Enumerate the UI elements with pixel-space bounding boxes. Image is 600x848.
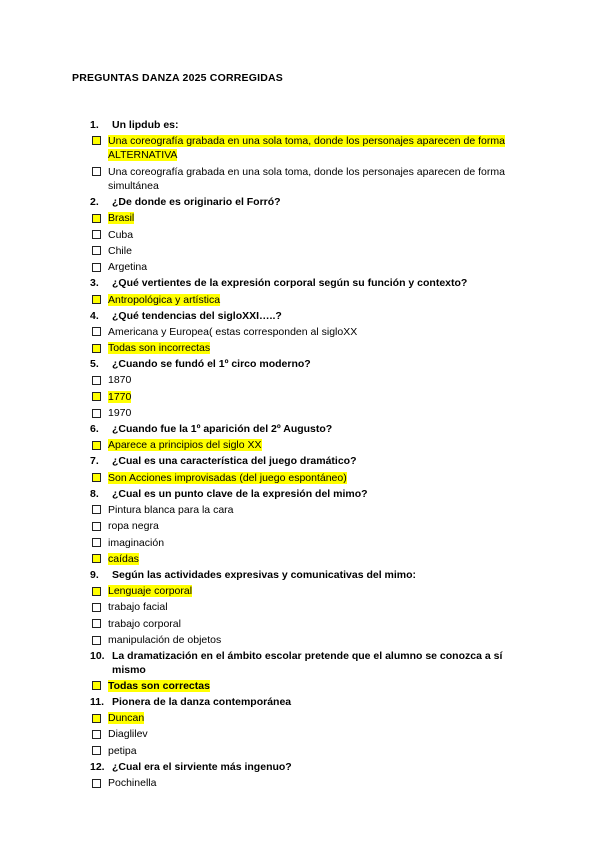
option-text-wrap	[108, 341, 535, 356]
question-number: 8.	[90, 487, 99, 500]
option-text: Brasil	[108, 212, 135, 225]
option-text-wrap	[108, 228, 535, 243]
option-text: Pintura blanca para la cara	[108, 503, 234, 516]
question-text: ¿Cual es una característica del juego dramático?	[112, 455, 357, 468]
option-text: trabajo corporal	[108, 617, 181, 630]
option-text-wrap	[108, 260, 535, 275]
answer-option	[90, 325, 535, 340]
option-text: ropa negra	[108, 520, 159, 533]
question-list	[90, 116, 535, 791]
question-title	[90, 196, 535, 210]
question-text: ¿Cual era el sirviente más ingenuo?	[112, 760, 292, 773]
checkbox-icon	[92, 603, 101, 612]
checkbox-icon	[92, 167, 101, 176]
question-number: 9.	[90, 568, 99, 581]
option-text-wrap	[108, 519, 535, 534]
question-text: ¿De donde es originario el Forró?	[112, 196, 281, 209]
option-text: Aparece a principios del siglo XX	[108, 439, 262, 452]
answer-option-correct	[90, 134, 535, 163]
checkbox-icon	[92, 263, 101, 272]
question-title	[90, 277, 535, 291]
question-number: 5.	[90, 358, 99, 371]
checkbox-icon	[92, 214, 101, 223]
question-number: 12.	[90, 760, 105, 773]
question-text: La dramatización en el ámbito escolar pretende que el alumno se conozca a sí mismo	[112, 650, 503, 676]
answer-option	[90, 228, 535, 243]
answer-option	[90, 536, 535, 551]
option-text-wrap	[108, 633, 535, 648]
question-number: 6.	[90, 423, 99, 436]
checkbox-icon	[92, 392, 101, 401]
checkbox-icon	[92, 538, 101, 547]
answer-option	[90, 406, 535, 421]
option-text-wrap	[108, 134, 535, 163]
option-text-wrap	[108, 244, 535, 259]
checkbox-icon	[92, 505, 101, 514]
question-title	[90, 488, 535, 502]
answer-option-correct	[90, 679, 535, 694]
checkbox-icon	[92, 587, 101, 596]
option-text: 1970	[108, 407, 132, 420]
checkbox-icon	[92, 295, 101, 304]
question-text: Un lipdub es:	[112, 118, 179, 131]
option-text-wrap	[108, 617, 535, 632]
answer-option-correct	[90, 471, 535, 486]
answer-option	[90, 617, 535, 632]
question-number: 11.	[90, 695, 105, 708]
question-number: 4.	[90, 309, 99, 322]
option-text-wrap	[108, 438, 535, 453]
option-text: Duncan	[108, 712, 145, 725]
option-text-wrap	[108, 165, 535, 194]
checkbox-icon	[92, 714, 101, 723]
option-text: Chile	[108, 244, 132, 257]
option-text: Antropológica y artística	[108, 293, 221, 306]
answer-option	[90, 776, 535, 791]
option-text: Argetina	[108, 261, 148, 274]
answer-option	[90, 244, 535, 259]
checkbox-icon	[92, 230, 101, 239]
question-title	[90, 310, 535, 324]
option-text-wrap	[108, 536, 535, 551]
checkbox-icon	[92, 636, 101, 645]
checkbox-icon	[92, 554, 101, 563]
question-title	[90, 696, 535, 710]
option-text: imaginación	[108, 536, 165, 549]
question-title	[90, 119, 535, 133]
option-text-wrap	[108, 503, 535, 518]
option-text: 1870	[108, 374, 132, 387]
option-text: 1770	[108, 390, 132, 403]
option-text: Una coreografía grabada en una sola toma, donde los personajes aparecen de forma simultánea	[108, 165, 505, 193]
page-title: PREGUNTAS DANZA 2025 CORREGIDAS	[72, 72, 283, 84]
answer-option-correct	[90, 211, 535, 226]
answer-option-correct	[90, 584, 535, 599]
answer-option	[90, 633, 535, 648]
question-title	[90, 650, 535, 677]
question-text: ¿Cuando fue la 1º aparición del 2º Augusto?	[112, 423, 333, 436]
option-text: Todas son correctas	[108, 679, 210, 692]
option-text-wrap	[108, 727, 535, 742]
answer-option-correct	[90, 552, 535, 567]
question-title	[90, 761, 535, 775]
question-number: 7.	[90, 455, 99, 468]
checkbox-icon	[92, 746, 101, 755]
option-text: Cuba	[108, 228, 134, 241]
answer-option	[90, 744, 535, 759]
option-text-wrap	[108, 744, 535, 759]
option-text-wrap	[108, 584, 535, 599]
option-text: trabajo facial	[108, 601, 168, 614]
question-number: 3.	[90, 277, 99, 290]
answer-option-correct	[90, 341, 535, 356]
question-number: 2.	[90, 196, 99, 209]
checkbox-icon	[92, 327, 101, 336]
answer-option	[90, 600, 535, 615]
question-text: Pionera de la danza contemporánea	[112, 695, 292, 708]
question-text: Según las actividades expresivas y comunicativas del mimo:	[112, 568, 417, 581]
checkbox-icon	[92, 441, 101, 450]
question-text: ¿Qué tendencias del sigloXXI…..?	[112, 309, 282, 322]
question-text: ¿Cuando se fundó el 1º circo moderno?	[112, 358, 311, 371]
option-text-wrap	[108, 552, 535, 567]
question-title	[90, 423, 535, 437]
checkbox-icon	[92, 681, 101, 690]
option-text-wrap	[108, 600, 535, 615]
option-text-wrap	[108, 711, 535, 726]
question-title	[90, 358, 535, 372]
checkbox-icon	[92, 473, 101, 482]
question-title	[90, 455, 535, 469]
option-text: Pochinella	[108, 777, 157, 790]
option-text-wrap	[108, 373, 535, 388]
option-text-wrap	[108, 325, 535, 340]
answer-option	[90, 503, 535, 518]
option-text: Americana y Europea( estas corresponden al sigloXX	[108, 325, 358, 338]
question-number: 1.	[90, 118, 99, 131]
option-text-wrap	[108, 406, 535, 421]
answer-option	[90, 373, 535, 388]
option-text: petipa	[108, 744, 137, 757]
option-text-wrap	[108, 679, 535, 694]
checkbox-icon	[92, 779, 101, 788]
option-text-wrap	[108, 471, 535, 486]
checkbox-icon	[92, 376, 101, 385]
option-text: Todas son incorrectas	[108, 342, 211, 355]
answer-option-correct	[90, 711, 535, 726]
option-text: caídas	[108, 552, 139, 565]
option-text: Lenguaje corporal	[108, 585, 193, 598]
question-text: ¿Cual es un punto clave de la expresión del mimo?	[112, 487, 368, 500]
answer-option	[90, 260, 535, 275]
option-text-wrap	[108, 293, 535, 308]
option-text: Una coreografía grabada en una sola toma, donde los personajes aparecen de forma ALTERNATIVA	[108, 134, 505, 162]
checkbox-icon	[92, 619, 101, 628]
question-text: ¿Qué vertientes de la expresión corporal según su función y contexto?	[112, 277, 468, 290]
checkbox-icon	[92, 730, 101, 739]
checkbox-icon	[92, 136, 101, 145]
checkbox-icon	[92, 344, 101, 353]
answer-option	[90, 519, 535, 534]
checkbox-icon	[92, 409, 101, 418]
option-text-wrap	[108, 211, 535, 226]
option-text-wrap	[108, 776, 535, 791]
option-text: manipulación de objetos	[108, 634, 222, 647]
checkbox-icon	[92, 246, 101, 255]
option-text: Diaglilev	[108, 728, 148, 741]
option-text: Son Acciones improvisadas (del juego espontáneo)	[108, 471, 347, 484]
answer-option	[90, 727, 535, 742]
question-title	[90, 569, 535, 583]
answer-option-correct	[90, 390, 535, 405]
checkbox-icon	[92, 522, 101, 531]
option-text-wrap	[108, 390, 535, 405]
answer-option-correct	[90, 293, 535, 308]
answer-option-correct	[90, 438, 535, 453]
question-number: 10.	[90, 650, 105, 663]
answer-option	[90, 165, 535, 194]
